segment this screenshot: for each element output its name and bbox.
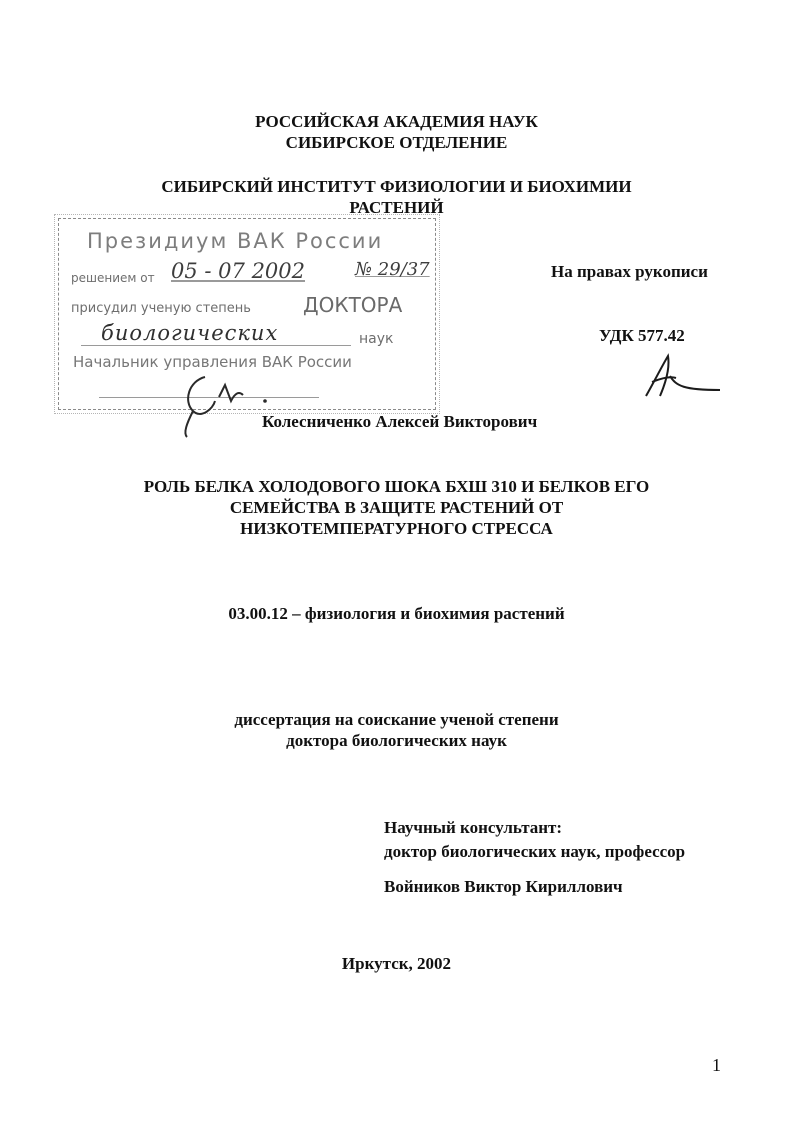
stamp-head-label: Начальник управления ВАК России <box>73 353 352 371</box>
consultant-degree: доктор биологических наук, профессор <box>384 842 686 861</box>
city-year: Иркутск, 2002 <box>341 954 452 973</box>
dissertation-purpose-line1: диссертация на соискание ученой степени <box>234 710 559 729</box>
stamp-title: Президиум ВАК России <box>87 229 384 253</box>
stamp-decision-label: решением от <box>71 271 155 285</box>
dissertation-purpose-line2: доктора биологических наук <box>286 731 507 750</box>
dissertation-title-line1: РОЛЬ БЕЛКА ХОЛОДОВОГО ШОКА БХШ 310 И БЕЛКОВ ЕГО <box>143 477 650 496</box>
consultant-label: Научный консультант: <box>384 818 563 837</box>
institute-name-line2: РАСТЕНИЙ <box>349 198 444 217</box>
page-number: 1 <box>712 1055 721 1075</box>
stamp-field-handwritten: биологических <box>101 321 279 345</box>
academy-name: РОССИЙСКАЯ АКАДЕМИЯ НАУК <box>255 112 538 131</box>
institute-name-line1: СИБИРСКИЙ ИНСТИТУТ ФИЗИОЛОГИИ И БИОХИМИИ <box>161 177 632 196</box>
author-signature-icon <box>640 352 730 402</box>
stamp-degree: ДОКТОРА <box>303 293 403 317</box>
dissertation-title-line3: НИЗКОТЕМПЕРАТУРНОГО СТРЕССА <box>240 519 553 538</box>
author-name: Колесниченко Алексей Викторович <box>262 412 538 431</box>
stamp-science-label: наук <box>359 331 394 347</box>
vak-approval-stamp <box>58 218 436 410</box>
stamp-field-underline <box>81 345 351 346</box>
manuscript-rights-note: На правах рукописи <box>551 262 708 281</box>
branch-name: СИБИРСКОЕ ОТДЕЛЕНИЕ <box>285 133 508 152</box>
specialty-code: 03.00.12 – физиология и биохимия растений <box>228 604 565 623</box>
stamp-awarded-label: присудил ученую степень <box>71 301 251 316</box>
stamp-number-handwritten: № 29/37 <box>355 259 430 280</box>
stamp-date-handwritten: 05 - 07 2002 <box>171 259 306 283</box>
dissertation-title-line2: СЕМЕЙСТВА В ЗАЩИТЕ РАСТЕНИЙ ОТ <box>229 498 564 517</box>
consultant-name: Войников Виктор Кириллович <box>384 877 623 896</box>
udc-code: УДК 577.42 <box>599 326 685 345</box>
